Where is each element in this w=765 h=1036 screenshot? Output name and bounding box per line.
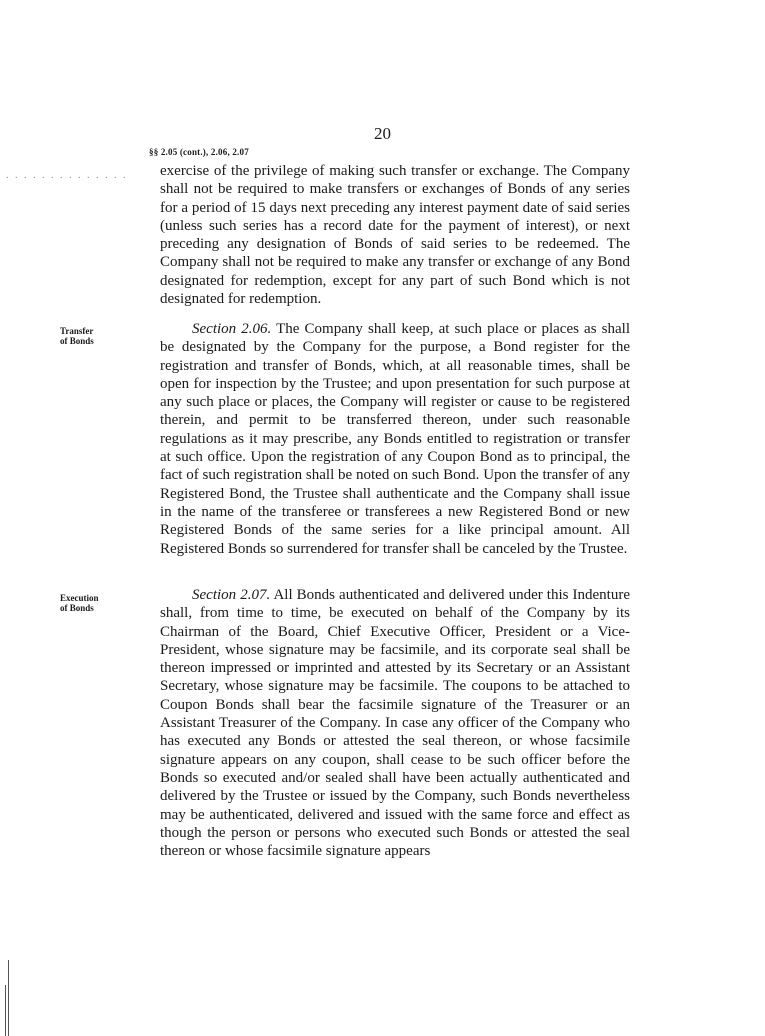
body-paragraph-continuation — [160, 162, 630, 308]
margin-note-transfer — [60, 326, 94, 346]
paragraph-text: exercise of the privilege of making such transfer or exchange. The Company shall not be required to make transfers or exchanges of Bonds of any series for a period of 15 days next preceding any interest payment date of said series (unless such series has a record date for the payment of interest), or next preceding any designation of Bonds of said series to be redeemed. The Company shall not be required to make any transfer or exchange of any Bond designated for redemption, except for any part of such Bond which is not designated for redemption. — [160, 163, 630, 308]
scan-edge-mark — [8, 960, 9, 1036]
paragraph-text: All Bonds authenticated and delivered under this Indenture shall, from time to time, be executed on behalf of the Company by its Chairman of the Board, Chief Executive Officer, President or a Vice-President, whose signature may be facsimile, and its corporate seal shall be thereon impressed or imprinted and attested by its Secretary or an Assistant Secretary, whose signature may be facsimile. The coupons to be attached to Coupon Bonds shall bear the facsimile signature of the Treasurer or an Assistant Treasurer of the Company. In case any officer of the Company who has executed any Bonds or attested the seal thereon, or whose facsimile signature appears on any coupon, shall cease to be such officer before the Bonds so executed and/or sealed shall have been actually authenticated and delivered by the Trustee or issued by the Company, such Bonds nevertheless may be authenticated, delivered and issued with the same force and effect as though the person or persons who executed such Bonds or attested the seal thereon or whose facsimile signature appears — [160, 587, 630, 860]
margin-note-line: of Bonds — [60, 603, 94, 613]
body-paragraph-section-2-06 — [160, 320, 630, 558]
body-paragraph-section-2-07 — [160, 586, 630, 860]
scan-leader-dots: . . . . . . . . . . . . . . — [6, 170, 128, 181]
page-number: 20 — [374, 124, 391, 143]
margin-note-line: Transfer — [60, 326, 94, 336]
margin-note-execution — [60, 593, 99, 613]
section-reference: §§ 2.05 (cont.), 2.06, 2.07 — [149, 147, 249, 157]
paragraph-text: The Company shall keep, at such place or places as shall be designated by the Company for the purpose, a Bond register for the registration and transfer of Bonds, which, at all reasonable times, shall be open for inspection by the Trustee; and upon presentation for such purpose at any such place or places, the Company will register or cause to be registered therein, and permit to be transferred thereon, under such reasonable regulations as it may prescribe, any Bonds entitled to registration or transfer at such office. Upon the registration of any Coupon Bond as to principal, the fact of such registration shall be noted on such Bond. Upon the transfer of any Registered Bond, the Trustee shall authenticate and the Company shall issue in the name of the transferee or transferees a new Registered Bond or new Registered Bonds of the same series for a like principal amount. All Registered Bonds so surrendered for transfer shall be canceled by the Trustee. — [160, 321, 630, 557]
section-heading: Section 2.06. — [192, 321, 272, 337]
margin-note-line: Execution — [60, 593, 99, 603]
margin-note-line: of Bonds — [60, 336, 94, 346]
section-heading: Section 2.07. — [192, 587, 271, 603]
scan-edge-mark — [5, 985, 6, 1036]
